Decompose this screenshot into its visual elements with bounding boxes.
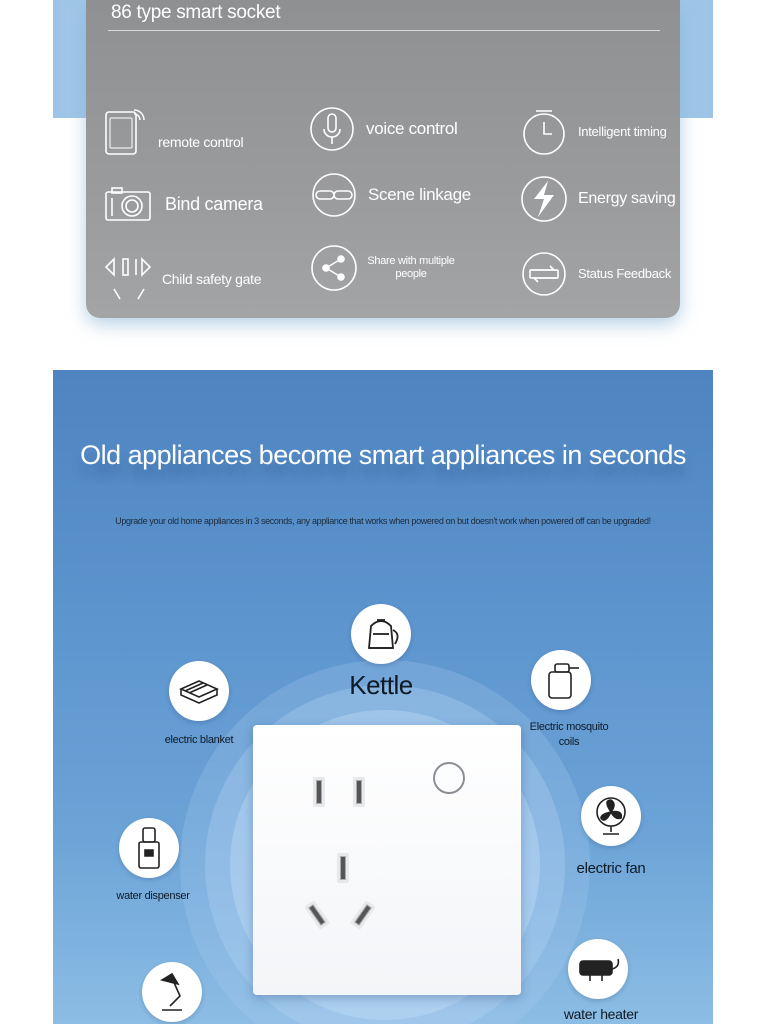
appliance-label-dispenser: water dispenser xyxy=(116,890,190,902)
microphone-icon xyxy=(308,105,356,153)
mosquito-coil-icon xyxy=(531,650,591,710)
appliance-label-fan: electric fan xyxy=(576,860,646,877)
feature-voice-control xyxy=(308,105,458,153)
clock-icon xyxy=(520,108,568,156)
feature-label: Intelligent timing xyxy=(578,123,667,139)
link-icon xyxy=(310,171,358,219)
camera-icon xyxy=(104,180,152,228)
product-title: 86 type smart socket xyxy=(111,2,281,23)
water-heater-icon xyxy=(568,939,628,999)
smart-socket-image xyxy=(253,725,521,995)
title-divider xyxy=(108,30,660,31)
feature-share xyxy=(310,244,456,292)
feature-label: Status Feedback xyxy=(578,265,672,281)
socket-slot xyxy=(350,900,376,930)
feature-intelligent-timing xyxy=(520,108,667,156)
feature-label: Share with multiple people xyxy=(367,255,455,280)
banner-headline: Old appliances become smart appliances in seconds xyxy=(80,440,686,470)
share-icon xyxy=(310,244,358,292)
feature-label: Bind camera xyxy=(165,193,263,214)
feature-label: Energy saving xyxy=(578,189,676,207)
appliance-label-blanket: electric blanket xyxy=(164,734,234,746)
feature-label: remote control xyxy=(158,133,244,150)
desk-lamp-icon xyxy=(142,962,202,1022)
appliance-label-mosquito: Electric mosquito coils xyxy=(529,721,609,748)
feature-label: Child safety gate xyxy=(162,270,262,287)
refresh-icon xyxy=(520,250,568,298)
socket-slot xyxy=(304,900,330,930)
touch-switch xyxy=(433,762,465,794)
fan-icon xyxy=(581,786,641,846)
socket-slot xyxy=(313,777,325,807)
feature-label: voice control xyxy=(366,119,458,139)
appliance-banner xyxy=(53,370,713,1024)
feature-remote-control xyxy=(100,108,243,156)
feature-energy-saving xyxy=(520,175,676,223)
phone-wifi-icon xyxy=(100,108,148,156)
appliance-label-heater: water heater xyxy=(563,1006,639,1022)
feature-label: Scene linkage xyxy=(368,185,471,205)
electric-blanket-icon xyxy=(169,661,229,721)
banner-subline: Upgrade your old home appliances in 3 seconds, any appliance that works when powered on but doesn't work when powered off can be upgraded! xyxy=(115,516,651,526)
socket-slot xyxy=(353,777,365,807)
feature-child-safety-gate xyxy=(104,255,261,303)
kettle-icon xyxy=(351,604,411,664)
socket-slot xyxy=(337,853,349,883)
safety-gate-icon xyxy=(104,255,152,303)
water-dispenser-icon xyxy=(119,818,179,878)
feature-status-feedback xyxy=(520,250,671,298)
feature-bind-camera xyxy=(104,180,263,228)
feature-scene-linkage xyxy=(310,171,471,219)
appliance-label-kettle: Kettle xyxy=(349,670,413,700)
lightning-icon xyxy=(520,175,568,223)
